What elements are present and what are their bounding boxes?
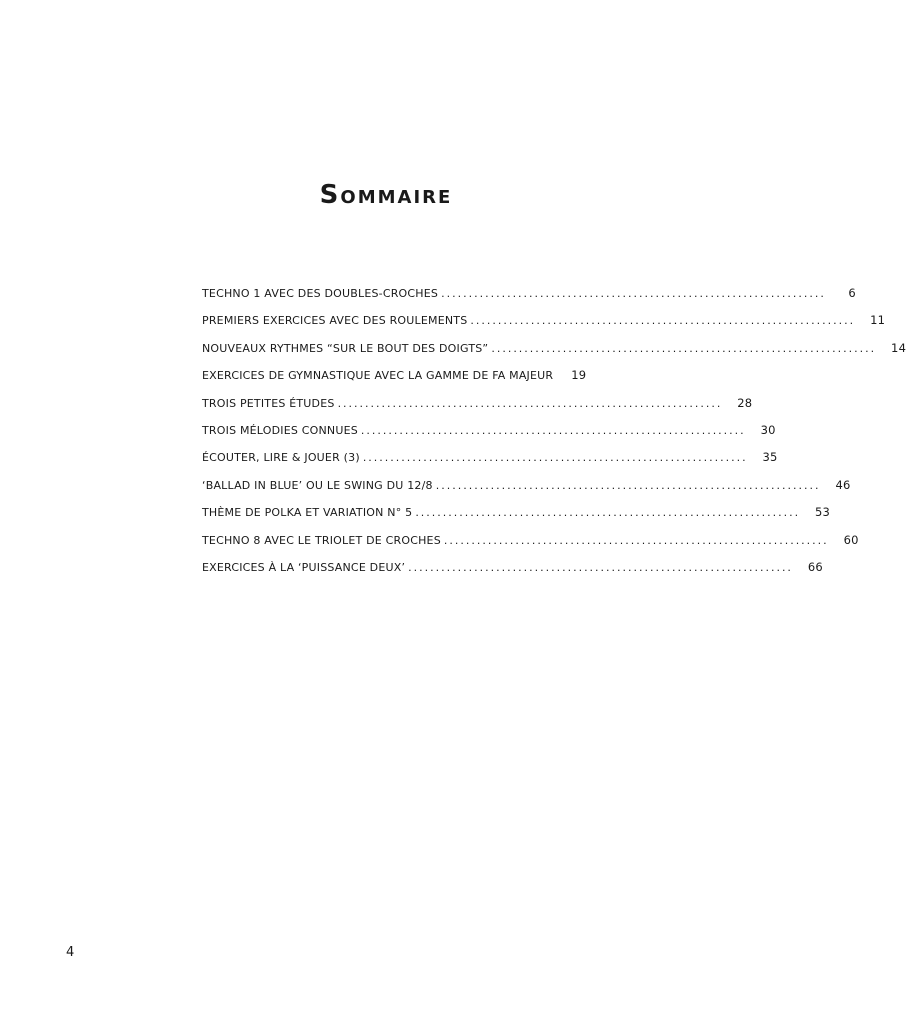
toc-entry [202, 477, 851, 505]
toc-entry-page: 30 [760, 422, 776, 437]
toc-entry-title: ‘BALLAD IN BLUE’ OU LE SWING DU 12/8 [202, 478, 433, 492]
toc-entry-title: TROIS MÉLODIES CONNUES [202, 423, 358, 437]
dot-leader: ...................................................................... [491, 341, 877, 355]
toc-entry [202, 286, 856, 313]
toc-entry-page: 60 [843, 532, 859, 547]
toc-entry-page: 66 [807, 559, 823, 574]
toc-entry-title: NOUVEAUX RYTHMES “SUR LE BOUT DES DOIGTS” [202, 341, 489, 355]
toc-entry-page: 28 [737, 395, 753, 410]
dot-leader: ...................................................................... [435, 478, 821, 492]
toc-entry [202, 395, 753, 423]
toc-entry-title: PREMIERS EXERCICES AVEC DES ROULEMENTS [202, 314, 468, 328]
toc-entry [202, 368, 587, 395]
dot-leader: ...................................................................... [408, 560, 793, 574]
toc-entry-page: 46 [835, 477, 851, 492]
dot-leader: ...................................................................... [415, 506, 801, 520]
page-title: Sommaire [319, 180, 453, 210]
toc-entry [202, 313, 886, 340]
page-number: 4 [66, 945, 75, 960]
toc-entry-title: THÈME DE POLKA ET VARIATION N° 5 [202, 506, 413, 520]
toc-entry-title: TROIS PETITES ÉTUDES [202, 396, 335, 410]
toc-entry-title: EXERCICES DE GYMNASTIQUE AVEC LA GAMME DE FA MAJEUR [202, 369, 554, 383]
dot-leader: ...................................................................... [337, 396, 723, 410]
toc-entry-title: EXERCICES À LA ‘PUISSANCE DEUX’ [202, 560, 406, 574]
toc-entry [202, 505, 831, 532]
table-of-contents [202, 286, 906, 587]
toc-entry-title: ÉCOUTER, LIRE & JOUER (3) [202, 451, 360, 465]
toc-entry-page: 6 [848, 286, 856, 300]
toc-entry-page: 11 [870, 313, 886, 328]
toc-entry-page: 14 [891, 340, 906, 355]
dot-leader: ...................................................................... [443, 533, 829, 547]
toc-entry-page: 19 [571, 368, 587, 383]
toc-entry-title: TECHNO 8 AVEC LE TRIOLET DE CROCHES [202, 533, 441, 547]
toc-entry-page: 35 [762, 450, 778, 465]
dot-leader: ...................................................................... [441, 287, 826, 300]
dot-leader: ...................................................................... [470, 314, 856, 328]
toc-entry [202, 532, 859, 560]
dot-leader: ...................................................................... [360, 423, 746, 437]
toc-entry [202, 340, 906, 368]
toc-entry-title: TECHNO 1 AVEC DES DOUBLES-CROCHES [202, 287, 439, 300]
toc-entry [202, 450, 778, 477]
dot-leader: ...................................................................... [362, 451, 748, 465]
toc-entry [202, 559, 823, 587]
toc-entry [202, 422, 776, 450]
toc-entry-page: 53 [815, 505, 831, 520]
